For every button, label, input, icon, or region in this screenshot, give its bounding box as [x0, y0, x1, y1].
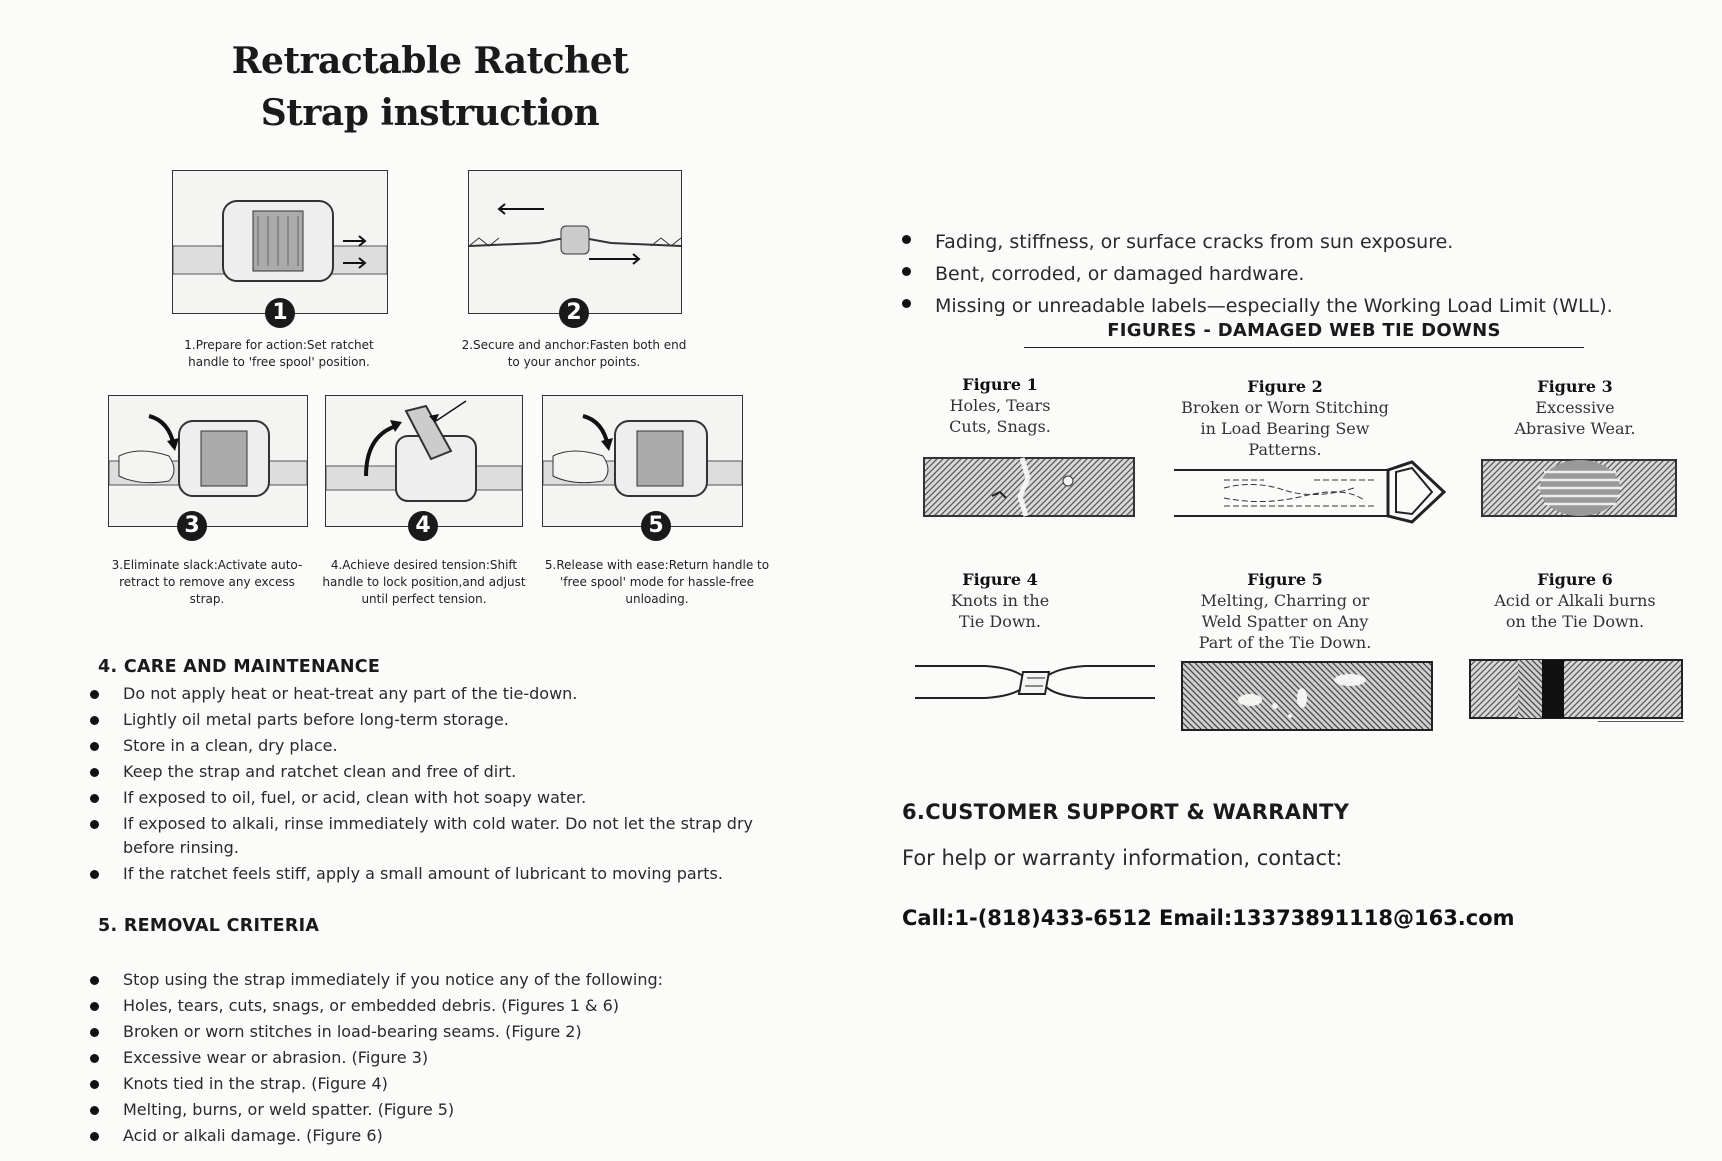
step-4-caption: 4.Achieve desired tension:Shift handle to lock position,and adjust until perfect tension.: [322, 558, 526, 606]
list-item: Store in a clean, dry place.: [90, 734, 790, 758]
list-item: Missing or unreadable labels—especially the Working Load Limit (WLL).: [902, 291, 1702, 321]
document-title-line-2: Strap instruction: [260, 92, 600, 134]
figure-1-desc-1: Holes, Tears: [949, 396, 1051, 415]
list-item: Holes, tears, cuts, snags, or embedded debris. (Figures 1 & 6): [90, 994, 790, 1018]
removal-heading: 5. REMOVAL CRITERIA: [98, 916, 320, 936]
figure-5-title: Figure 5: [1247, 570, 1323, 589]
step-4-number: 4: [408, 511, 438, 541]
support-text: For help or warranty information, contact:: [902, 846, 1343, 870]
step-3-illustration: [108, 395, 308, 527]
care-list: [90, 682, 790, 888]
figures-heading: FIGURES - DAMAGED WEB TIE DOWNS: [1024, 320, 1584, 348]
step-1-illustration: [172, 170, 388, 314]
figure-2-desc-3: Patterns.: [1248, 440, 1322, 459]
care-heading: 4. CARE AND MAINTENANCE: [98, 657, 381, 677]
figure-1-title: Figure 1: [962, 375, 1038, 394]
figure-3-caption: [1475, 376, 1675, 439]
list-item: Acid or alkali damage. (Figure 6): [90, 1124, 790, 1148]
step-3-number: 3: [177, 511, 207, 541]
figure-5-desc-2: Weld Spatter on Any: [1201, 612, 1369, 631]
list-item: If exposed to oil, fuel, or acid, clean with hot soapy water.: [90, 786, 790, 810]
list-item: Melting, burns, or weld spatter. (Figure 5): [90, 1098, 790, 1122]
figure-6-desc-1: Acid or Alkali burns: [1494, 591, 1656, 610]
removal-list: [90, 968, 790, 1150]
removal-list-continued: [902, 227, 1702, 323]
list-item: Knots tied in the strap. (Figure 4): [90, 1072, 790, 1096]
right-page: [860, 0, 1722, 1161]
contact-info[interactable]: Call:1-(818)433-6512 Email:13373891118@163.com: [902, 906, 1515, 930]
figure-5-desc-1: Melting, Charring or: [1200, 591, 1370, 610]
figure-4-desc-2: Tie Down.: [959, 612, 1041, 631]
step-5-illustration: [542, 395, 743, 527]
document-title-line-1: Retractable Ratchet: [231, 40, 629, 82]
figure-1-image: [922, 456, 1136, 518]
list-item: If the ratchet feels stiff, apply a small amount of lubricant to moving parts.: [90, 862, 790, 886]
list-item: Keep the strap and ratchet clean and free of dirt.: [90, 760, 790, 784]
figure-1-caption: [910, 374, 1090, 437]
list-item: Stop using the strap immediately if you notice any of the following:: [90, 968, 790, 992]
figure-3-title: Figure 3: [1537, 377, 1613, 396]
figure-4-title: Figure 4: [962, 570, 1038, 589]
figure-5-caption: [1170, 569, 1400, 653]
figure-6-caption: [1475, 569, 1675, 632]
figure-3-image: [1480, 458, 1678, 518]
figure-4-image: [915, 654, 1155, 708]
list-item: Lightly oil metal parts before long-term storage.: [90, 708, 790, 732]
figure-2-desc-2: in Load Bearing Sew: [1200, 419, 1370, 438]
figure-3-desc-1: Excessive: [1535, 398, 1615, 417]
figure-1-desc-2: Cuts, Snags.: [949, 417, 1051, 436]
figure-6-image: [1468, 656, 1684, 722]
figure-6-desc-2: on the Tie Down.: [1505, 612, 1645, 631]
step-2-number: 2: [559, 298, 589, 328]
list-item: Broken or worn stitches in load-bearing seams. (Figure 2): [90, 1020, 790, 1044]
step-3-caption: 3.Eliminate slack:Activate auto-retract to remove any excess strap.: [111, 558, 303, 606]
figure-5-desc-3: Part of the Tie Down.: [1198, 633, 1372, 652]
step-2-caption: 2.Secure and anchor:Fasten both end to your anchor points.: [461, 338, 687, 369]
list-item: If exposed to alkali, rinse immediately with cold water. Do not let the strap dry before rinsing.: [90, 812, 790, 860]
figure-4-caption: [910, 569, 1090, 632]
list-item: Fading, stiffness, or surface cracks from sun exposure.: [902, 227, 1702, 257]
support-heading: 6.CUSTOMER SUPPORT & WARRANTY: [902, 800, 1350, 824]
list-item: Do not apply heat or heat-treat any part of the tie-down.: [90, 682, 790, 706]
figure-5-image: [1180, 660, 1434, 732]
list-item: Excessive wear or abrasion. (Figure 3): [90, 1046, 790, 1070]
step-1-number: 1: [265, 298, 295, 328]
figure-2-desc-1: Broken or Worn Stitching: [1181, 398, 1389, 417]
left-page: [0, 0, 860, 1161]
figure-4-desc-1: Knots in the: [950, 591, 1050, 610]
step-5-caption: 5.Release with ease:Return handle to 'free spool' mode for hassle-free unloading.: [544, 558, 770, 606]
figure-2-caption: [1170, 376, 1400, 460]
step-4-illustration: [325, 395, 523, 527]
figure-3-desc-2: Abrasive Wear.: [1514, 419, 1636, 438]
figure-2-title: Figure 2: [1247, 377, 1323, 396]
figure-2-image: [1174, 458, 1450, 524]
step-1-caption: 1.Prepare for action:Set ratchet handle to 'free spool' position.: [184, 338, 374, 369]
step-2-illustration: [468, 170, 682, 314]
list-item: Bent, corroded, or damaged hardware.: [902, 259, 1702, 289]
step-5-number: 5: [641, 511, 671, 541]
figure-6-title: Figure 6: [1537, 570, 1613, 589]
